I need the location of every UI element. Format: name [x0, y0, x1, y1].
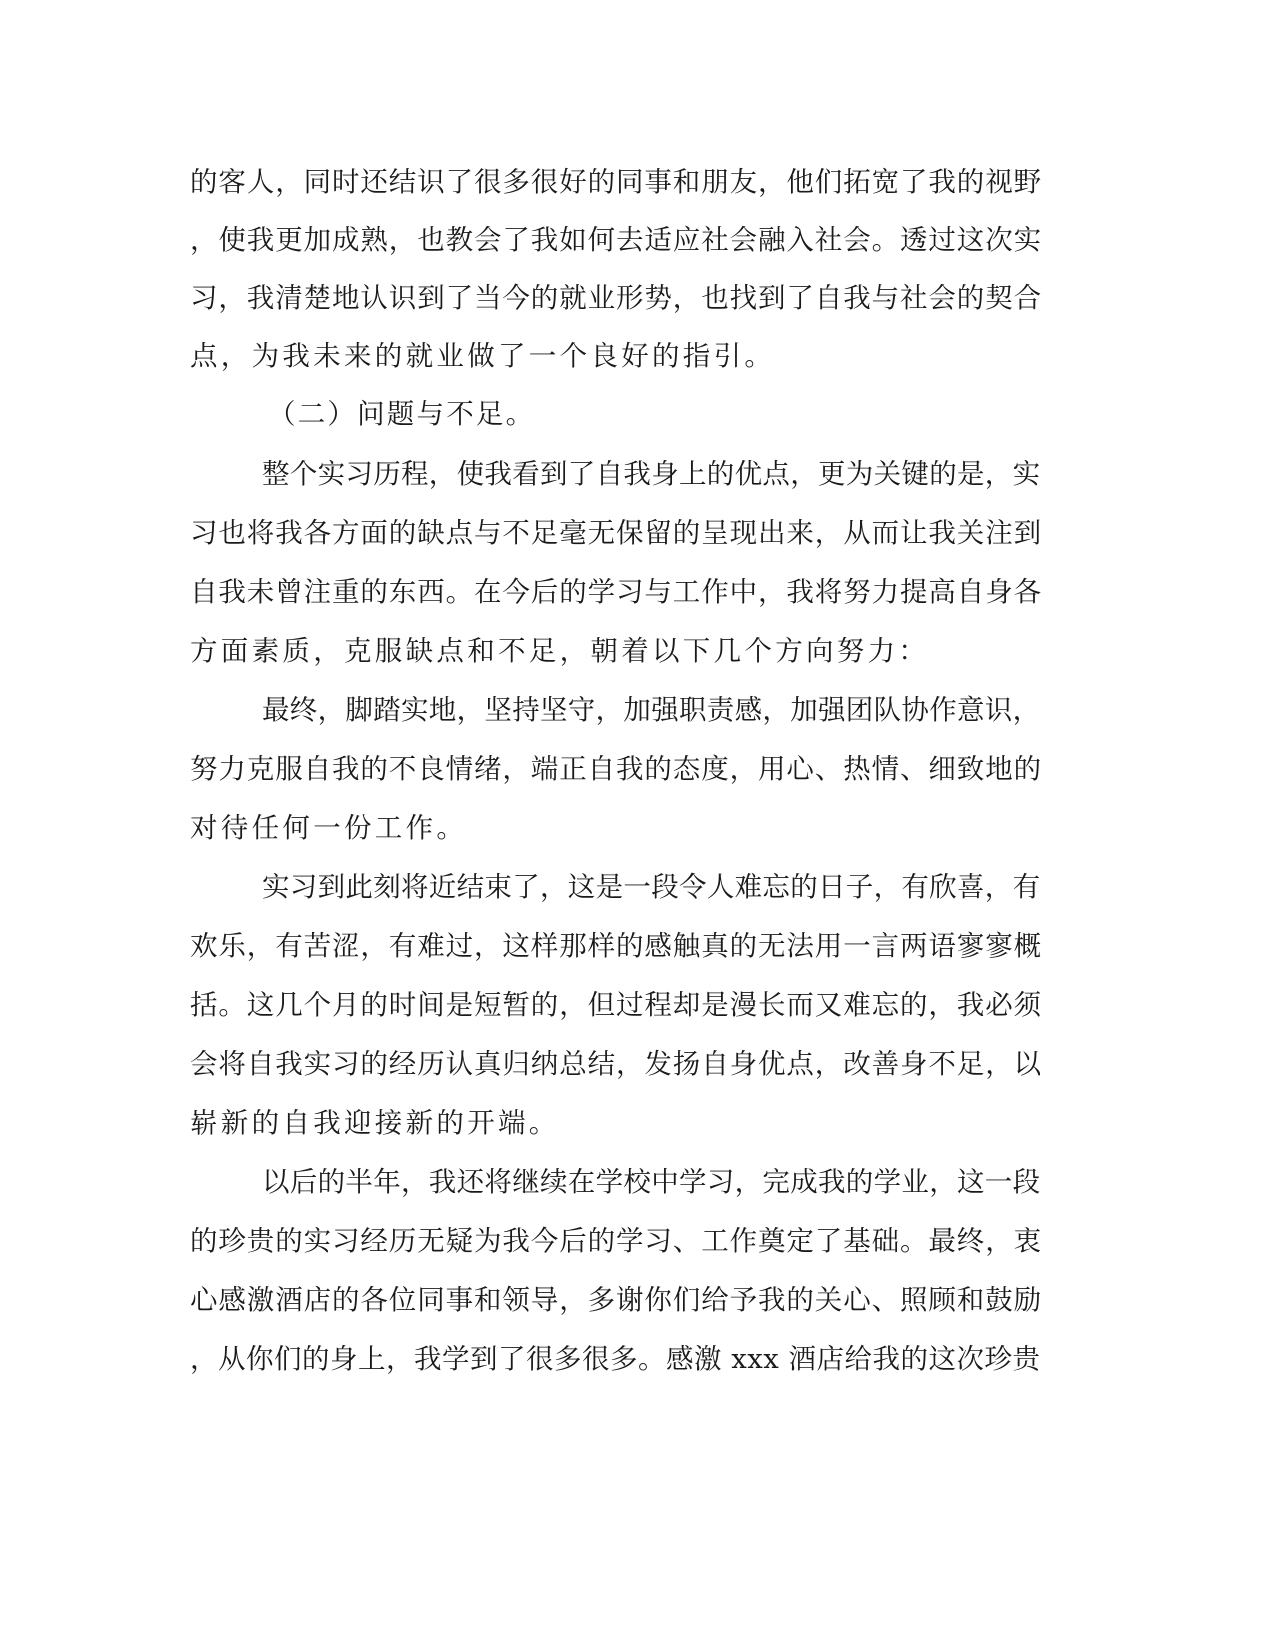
text-line: 的客人，同时还结识了很多很好的同事和朋友，他们拓宽了我的视野	[190, 166, 1042, 198]
text-line: ，从你们的身上，我学到了很多很多。感激 xxx 酒店给我的这次珍贵	[190, 1343, 1041, 1375]
text-line: 方面素质，克服缺点和不足，朝着以下几个方向努力：	[190, 635, 930, 667]
paragraph-first-line: 最终，脚踏实地，坚持坚守，加强职责感，加强团队协作意识，	[262, 694, 1041, 726]
paragraph-first-line: 整个实习历程，使我看到了自我身上的优点，更为关键的是，实	[262, 458, 1041, 490]
text-line: 的珍贵的实习经历无疑为我今后的学习、工作奠定了基础。最终，衷	[190, 1225, 1042, 1257]
text-line: 崭新的自我迎接新的开端。	[190, 1107, 560, 1139]
text-line: 习，我清楚地认识到了当今的就业形势，也找到了自我与社会的契合	[190, 282, 1042, 314]
text-line: 对待任何一份工作。	[190, 812, 468, 844]
text-line: 欢乐，有苦涩，有难过，这样那样的感触真的无法用一言两语寥寥概	[190, 930, 1042, 962]
section-heading: （二）问题与不足。	[268, 398, 536, 430]
text-line: 会将自我实习的经历认真归纳总结，发扬自身优点，改善身不足，以	[190, 1048, 1042, 1080]
text-line: 点，为我未来的就业做了一个良好的指引。	[190, 340, 776, 372]
paragraph-first-line: 实习到此刻将近结束了，这是一段令人难忘的日子，有欣喜，有	[262, 871, 1041, 903]
text-line: ，使我更加成熟，也教会了我如何去适应社会融入社会。透过这次实	[190, 224, 1042, 256]
text-line: 习也将我各方面的缺点与不足毫无保留的呈现出来，从而让我关注到	[190, 517, 1042, 549]
text-line: 努力克服自我的不良情绪，端正自我的态度，用心、热情、细致地的	[190, 753, 1042, 785]
text-line: 心感激酒店的各位同事和领导，多谢你们给予我的关心、照顾和鼓励	[190, 1284, 1042, 1316]
text-line: 自我未曾注重的东西。在今后的学习与工作中，我将努力提高自身各	[190, 576, 1042, 608]
paragraph-first-line: 以后的半年，我还将继续在学校中学习，完成我的学业，这一段	[262, 1166, 1041, 1198]
text-line: 括。这几个月的时间是短暂的，但过程却是漫长而又难忘的，我必须	[190, 989, 1042, 1021]
